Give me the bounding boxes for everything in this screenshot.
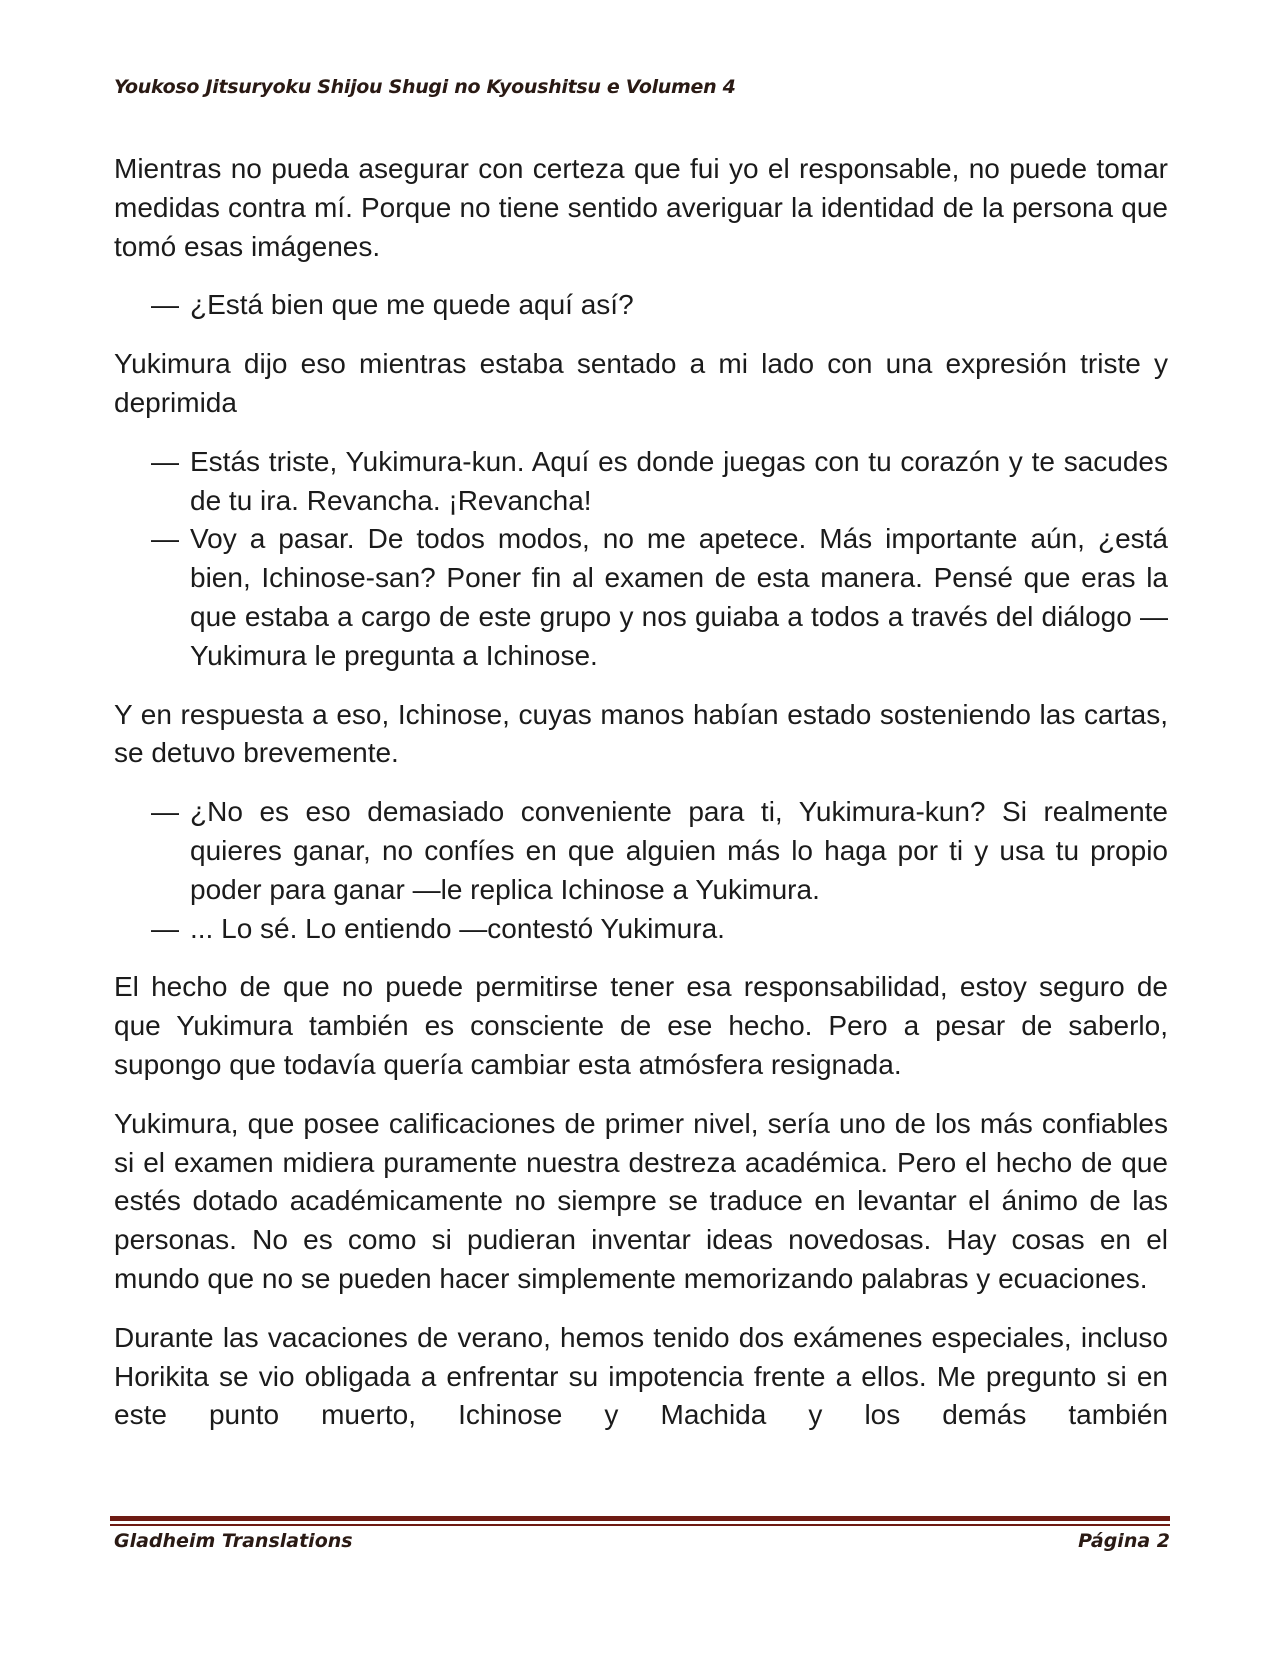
dialogue-dash: — xyxy=(151,796,179,828)
dialogue-line xyxy=(151,286,1168,325)
dialogue-dash: — xyxy=(151,445,179,477)
dialogue-text: Estás triste, Yukimura-kun. Aquí es donde juegas con tu corazón y te sacudes de tu ira. Revancha. ¡Revancha! xyxy=(190,445,1168,516)
dialogue-group xyxy=(114,286,1168,325)
page-header-title: Youkoso Jitsuryoku Shijou Shugi no Kyoushitsu e Volumen 4 xyxy=(114,76,736,98)
footer-page-number: Página 2 xyxy=(1078,1530,1170,1552)
paragraph: Yukimura dijo eso mientras estaba sentado a mi lado con una expresión triste y deprimida xyxy=(114,348,1168,418)
dialogue-text: ¿Está bien que me quede aquí así? xyxy=(190,289,634,321)
dialogue-group xyxy=(114,443,1168,676)
dialogue-group xyxy=(114,793,1168,948)
dialogue-line xyxy=(151,520,1168,675)
dialogue-text: Voy a pasar. De todos modos, no me apetece. Más importante aún, ¿está bien, Ichinose-san? Poner fin al examen de esta manera. Pensé que eras la que estaba a cargo de este grupo y nos guiaba a todos a través del diálogo —Yukimura le pregunta a Ichinose. xyxy=(190,523,1168,671)
paragraph: Durante las vacaciones de verano, hemos tenido dos exámenes especiales, incluso Horikita se vio obligada a enfrentar su impotencia frente a ellos. Me pregunto si en este punto muerto, Ichinose y Machida y los demás también xyxy=(114,1321,1168,1431)
dialogue-line xyxy=(151,793,1168,909)
dialogue-line xyxy=(151,910,1168,949)
paragraph: El hecho de que no puede permitirse tener esa responsabilidad, estoy seguro de que Yukimura también es consciente de ese hecho. Pero a pesar de saberlo, supongo que todavía quería cambiar esta atmósfera resignada. xyxy=(114,971,1168,1080)
dialogue-dash: — xyxy=(151,289,179,321)
dialogue-dash: — xyxy=(151,912,179,944)
dialogue-dash: — xyxy=(151,523,179,555)
dialogue-text: ¿No es eso demasiado conveniente para ti, Yukimura-kun? Si realmente quieres ganar, no confíes en que alguien más lo haga por ti y usa tu propio poder para ganar —le replica Ichinose a Yukimura. xyxy=(190,796,1168,905)
paragraph: Y en respuesta a eso, Ichinose, cuyas manos habían estado sosteniendo las cartas, se detuvo brevemente. xyxy=(114,698,1168,769)
footer-translator: Gladheim Translations xyxy=(114,1530,353,1552)
footer-rule-thin xyxy=(110,1524,1170,1526)
dialogue-line xyxy=(151,443,1168,521)
dialogue-text: ... Lo sé. Lo entiendo —contestó Yukimura. xyxy=(190,912,725,944)
footer-rule-thick xyxy=(110,1516,1170,1521)
paragraph: Mientras no pueda asegurar con certeza que fui yo el responsable, no puede tomar medidas contra mí. Porque no tiene sentido averiguar la identidad de la persona que tomó esas imágenes. xyxy=(114,153,1168,262)
paragraph: Yukimura, que posee calificaciones de primer nivel, sería uno de los más confiables si el examen midiera puramente nuestra destreza académica. Pero el hecho de que estés dotado académicamente no siempre se traduce en levantar el ánimo de las personas. No es como si pudieran inventar ideas novedosas. Hay cosas en el mundo que no se pueden hacer simplemente memorizando palabras y ecuaciones. xyxy=(114,1107,1168,1294)
page-body xyxy=(114,150,1168,1435)
